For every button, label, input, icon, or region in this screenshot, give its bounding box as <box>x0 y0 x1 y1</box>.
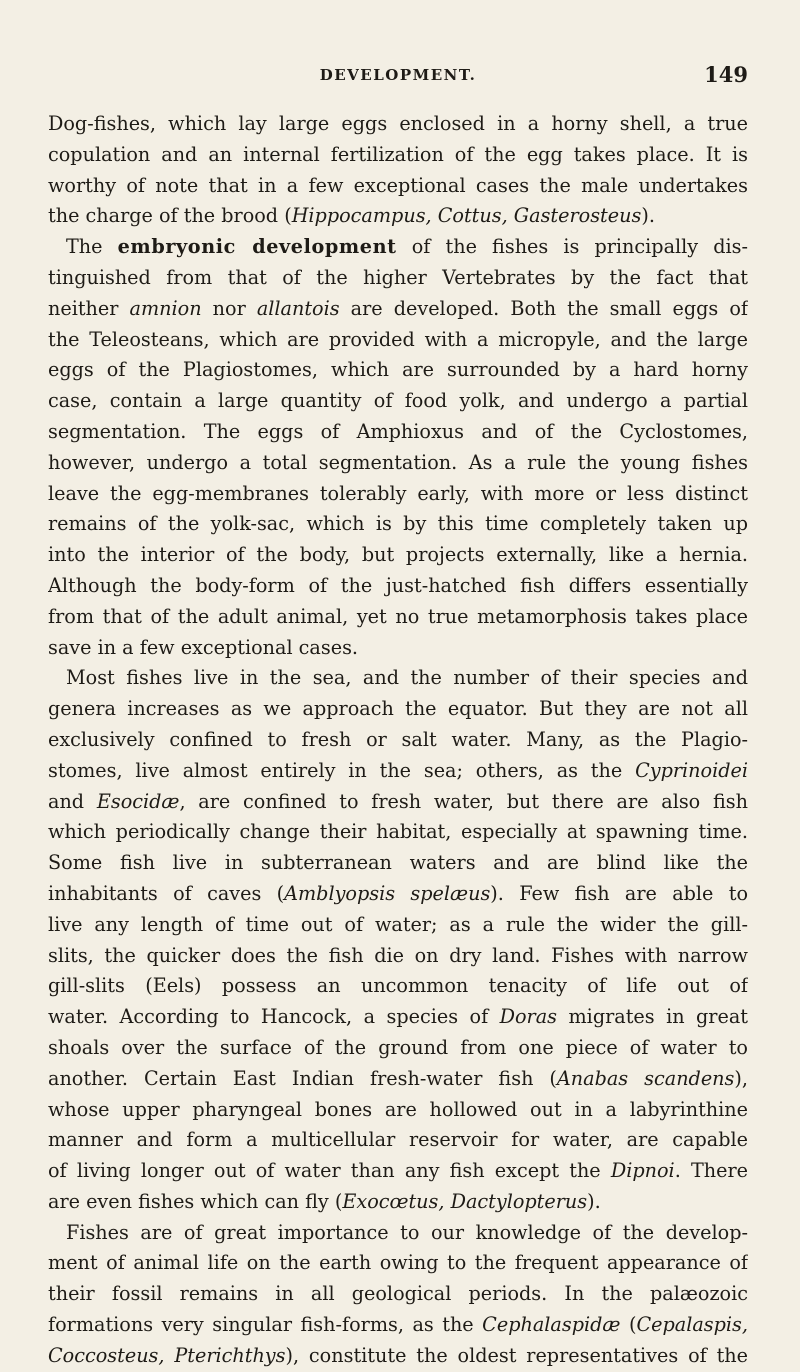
text-line <box>48 1341 748 1372</box>
text-line <box>48 171 748 202</box>
text-line <box>48 633 748 664</box>
text-line <box>48 571 748 602</box>
text-run: ( <box>620 1313 637 1337</box>
page-number: 149 <box>704 62 748 87</box>
text-run: whose upper pharyngeal bones are hollowed out in a labyrinthine <box>48 1097 748 1121</box>
text-line <box>48 1033 748 1064</box>
text-line <box>48 663 748 694</box>
text-run: into the interior of the body, but projects externally, like a hernia. <box>48 543 748 567</box>
text-line <box>48 756 748 787</box>
text-line <box>48 910 748 941</box>
text-line <box>48 232 748 263</box>
text-run: water. According to Hancock, a species of <box>48 1005 500 1029</box>
text-run: from that of the adult animal, yet no true metamorphosis takes place <box>48 604 748 628</box>
text-run: remains of the yolk-sac, which is by this time completely taken up <box>48 512 748 536</box>
emphasized-term: embryonic development <box>117 235 397 259</box>
text-run: genera increases as we approach the equator. But they are not all <box>48 697 748 721</box>
text-line <box>48 787 748 818</box>
text-run: ). <box>641 204 655 228</box>
text-line <box>48 509 748 540</box>
text-run: Fishes are of great importance to our knowledge of the develop- <box>66 1220 748 1244</box>
text-line <box>48 1002 748 1033</box>
text-line <box>48 694 748 725</box>
text-run: shoals over the surface of the ground from one piece of water to <box>48 1035 748 1059</box>
text-line <box>48 540 748 571</box>
text-run: however, undergo a total segmentation. As a rule the young fishes <box>48 450 748 474</box>
text-run: nor <box>201 296 257 320</box>
text-line <box>48 879 748 910</box>
text-line <box>48 109 748 140</box>
italic-term: Esocidæ <box>96 789 180 813</box>
text-run: inhabitants of caves ( <box>48 881 285 905</box>
text-run: segmentation. The eggs of Amphioxus and of the Cyclostomes, <box>48 419 748 443</box>
text-line <box>48 1218 748 1249</box>
text-line <box>48 1064 748 1095</box>
running-title: DEVELOPMENT. <box>319 66 477 84</box>
text-run: . There <box>674 1159 748 1183</box>
text-line <box>48 263 748 294</box>
text-run: The <box>66 235 118 259</box>
text-line <box>48 325 748 356</box>
italic-term: Hippocampus, Cottus, Gasterosteus <box>291 204 642 228</box>
text-run: formations very singular fish-forms, as the <box>48 1313 483 1337</box>
text-run: worthy of note that in a few exceptional cases the male undertakes <box>48 173 748 197</box>
text-line <box>48 941 748 972</box>
text-line <box>48 201 748 232</box>
text-run: leave the egg-membranes tolerably early, with more or less distinct <box>48 481 748 505</box>
text-run: gill-slits (Eels) possess an uncommon tenacity of life out of <box>48 974 748 998</box>
text-run: the Teleosteans, which are provided with a micropyle, and the large <box>48 327 748 351</box>
italic-term: amnion <box>129 296 202 320</box>
text-line <box>48 1125 748 1156</box>
text-run: Dog-fishes, which lay large eggs enclosed in a horny shell, a true <box>48 112 748 135</box>
text-run: manner and form a multicellular reservoir for water, are capable <box>48 1128 748 1152</box>
text-run: ). <box>587 1189 601 1213</box>
italic-term: Dipnoi <box>610 1159 675 1183</box>
text-run: Some fish live in subterranean waters and are blind like the <box>48 851 748 875</box>
text-run: of the fishes is principally dis- <box>396 235 748 259</box>
text-line <box>48 1187 748 1218</box>
text-run: another. Certain East Indian fresh-water fish ( <box>48 1066 557 1090</box>
body-text <box>48 109 748 1372</box>
text-run: ), <box>734 1066 748 1090</box>
text-run: slits, the quicker does the fish die on dry land. Fishes with narrow <box>48 943 748 967</box>
italic-term: Cyprinoidei <box>635 758 748 782</box>
text-run: of living longer out of water than any fish except the <box>48 1159 611 1183</box>
text-line <box>48 386 748 417</box>
text-line <box>48 602 748 633</box>
text-run: which periodically change their habitat, especially at spawning time. <box>48 820 748 844</box>
text-line <box>48 355 748 386</box>
italic-term: Cephalaspidæ <box>482 1313 621 1337</box>
running-head <box>48 62 748 92</box>
text-run: eggs of the Plagiostomes, which are surrounded by a hard horny <box>48 358 748 382</box>
text-run: , are confined to fresh water, but there are also fish <box>179 789 748 813</box>
text-run: are even fishes which can fly ( <box>48 1189 343 1213</box>
text-line <box>48 448 748 479</box>
text-line <box>48 1156 748 1187</box>
italic-term: Exocœtus, Dactylopterus <box>342 1189 588 1213</box>
text-line <box>48 140 748 171</box>
text-line <box>48 848 748 879</box>
text-run: and <box>48 789 97 813</box>
text-run: the charge of the brood ( <box>48 204 292 228</box>
text-line <box>48 1310 748 1341</box>
italic-term: Cepalaspis, <box>636 1313 748 1337</box>
text-run: Although the body-form of the just-hatched fish differs essentially <box>48 573 748 597</box>
text-run: their fossil remains in all geological periods. In the palæozoic <box>48 1282 748 1306</box>
text-run: stomes, live almost entirely in the sea; others, as the <box>48 758 636 782</box>
text-run: tinguished from that of the higher Vertebrates by the fact that <box>48 265 748 289</box>
text-line <box>48 1095 748 1126</box>
text-run: copulation and an internal fertilization of the egg takes place. It is <box>48 142 748 166</box>
italic-term: allantois <box>256 296 340 320</box>
text-line <box>48 479 748 510</box>
italic-term: Anabas scandens <box>556 1066 735 1090</box>
italic-term: Doras <box>499 1005 558 1029</box>
text-line <box>48 1279 748 1310</box>
text-run: ). Few fish are able to <box>490 881 748 905</box>
text-run: Most fishes live in the sea, and the number of their species and <box>66 666 748 690</box>
text-line <box>48 971 748 1002</box>
italic-term: Coccosteus, Pterichthys <box>48 1343 286 1367</box>
text-run: ment of animal life on the earth owing to the frequent appearance of <box>48 1251 748 1275</box>
text-run: case, contain a large quantity of food yolk, and undergo a partial <box>48 389 748 413</box>
text-run: are developed. Both the small eggs of <box>339 296 748 320</box>
text-run: ), constitute the oldest representatives of the <box>285 1343 748 1367</box>
text-run: neither <box>48 296 130 320</box>
text-line <box>48 817 748 848</box>
text-run: live any length of time out of water; as a rule the wider the gill- <box>48 912 748 936</box>
text-line <box>48 1248 748 1279</box>
text-line <box>48 417 748 448</box>
text-run: save in a few exceptional cases. <box>48 635 359 659</box>
italic-term: Amblyopsis spelæus <box>284 881 491 905</box>
text-run: exclusively confined to fresh or salt water. Many, as the Plagio- <box>48 727 748 751</box>
text-run: migrates in great <box>557 1005 748 1029</box>
text-line <box>48 294 748 325</box>
text-line <box>48 725 748 756</box>
